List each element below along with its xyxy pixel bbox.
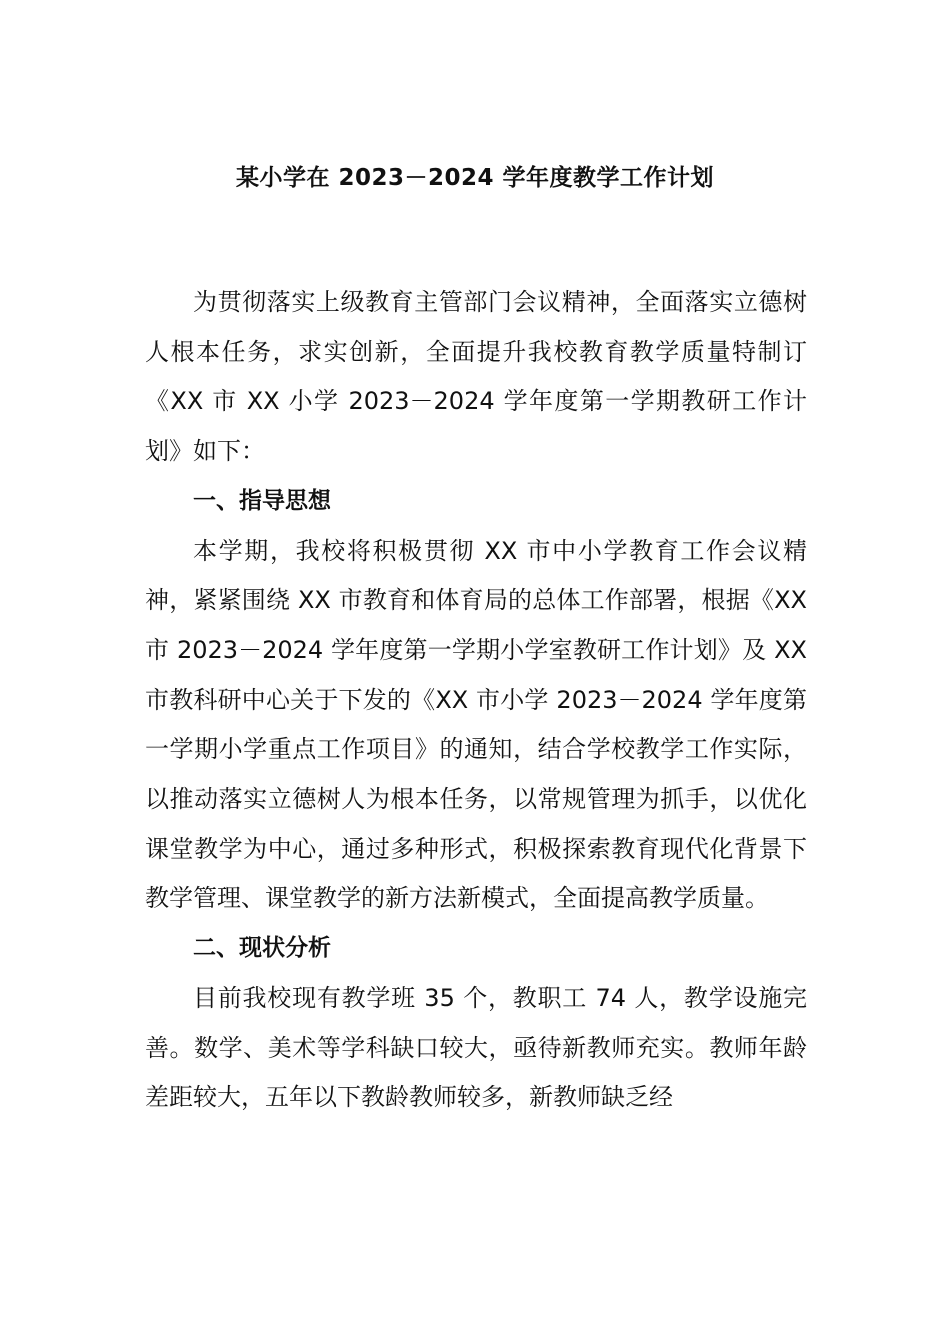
document-title: 某小学在 2023－2024 学年度教学工作计划 bbox=[235, 165, 715, 191]
current-analysis-paragraph: 目前我校现有教学班 35 个，教职工 74 人，教学设施完善。数学、美术等学科缺口较大，亟待新教师充实。教师年龄差距较大，五年以下教龄教师较多，新教师缺乏经 bbox=[145, 983, 807, 1112]
document-body bbox=[145, 278, 807, 1123]
section-heading-guiding-ideology: 一、指导思想 bbox=[193, 487, 331, 514]
intro-paragraph: 为贯彻落实上级教育主管部门会议精神，全面落实立德树人根本任务，求实创新，全面提升我校教育教学质量特制订《XX 市 XX 小学 2023－2024 学年度第一学期教研工作计划》如下： bbox=[145, 288, 807, 466]
section-heading-current-analysis: 二、现状分析 bbox=[193, 935, 331, 962]
guiding-ideology-paragraph: 本学期，我校将积极贯彻 XX 市中小学教育工作会议精神，紧紧围绕 XX 市教育和体育局的总体工作部署，根据《XX 市 2023－2024 学年度第一学期小学室教研工作计划》及 XX 市教科研中心关于下发的《XX 市小学 2023－2024 学年度第一学期小学重点工作项目》的通知，结合学校教学工作实际，以推动落实立德树人为根本任务，以常规管理为抓手，以优化课堂教学为中心，通过多种形式，积极探索教育现代化背景下教学管理、课堂教学的新方法新模式，全面提高教学质量。 bbox=[145, 536, 807, 913]
